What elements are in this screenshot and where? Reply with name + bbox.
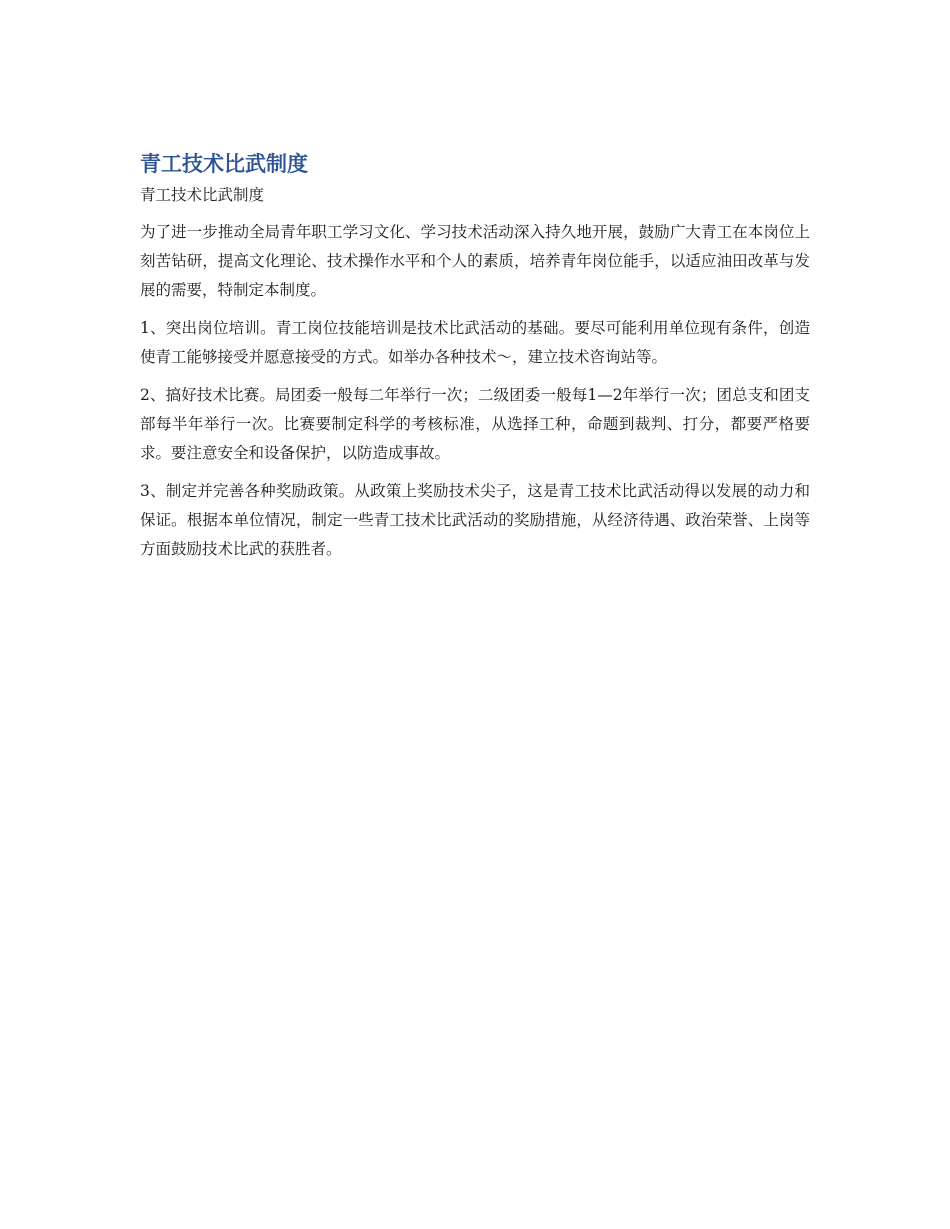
document-subtitle: 青工技术比武制度 xyxy=(140,186,265,204)
rule-paragraph-2: 2、搞好技术比赛。局团委一般每二年举行一次；二级团委一般每1—2年举行一次；团总支和团支部每半年举行一次。比赛要制定科学的考核标准，从选择工种，命题到裁判、打分，都要严格要求。要注意安全和设备保护，以防造成事故。 xyxy=(140,386,810,462)
document-page xyxy=(140,148,810,573)
intro-paragraph: 为了进一步推动全局青年职工学习文化、学习技术活动深入持久地开展，鼓励广大青工在本岗位上刻苦钻研，提高文化理论、技术操作水平和个人的素质，培养青年岗位能手，以适应油田改革与发展的需要，特制定本制度。 xyxy=(140,223,810,299)
rule-paragraph-1: 1、突出岗位培训。青工岗位技能培训是技术比武活动的基础。要尽可能利用单位现有条件，创造使青工能够接受并愿意接受的方式。如举办各种技术～，建立技术咨询站等。 xyxy=(140,319,810,366)
rule-paragraph-3: 3、制定并完善各种奖励政策。从政策上奖励技术尖子，这是青工技术比武活动得以发展的动力和保证。根据本单位情况，制定一些青工技术比武活动的奖励措施，从经济待遇、政治荣誉、上岗等方面鼓励技术比武的获胜者。 xyxy=(140,482,810,558)
document-title: 青工技术比武制度 xyxy=(140,152,308,176)
